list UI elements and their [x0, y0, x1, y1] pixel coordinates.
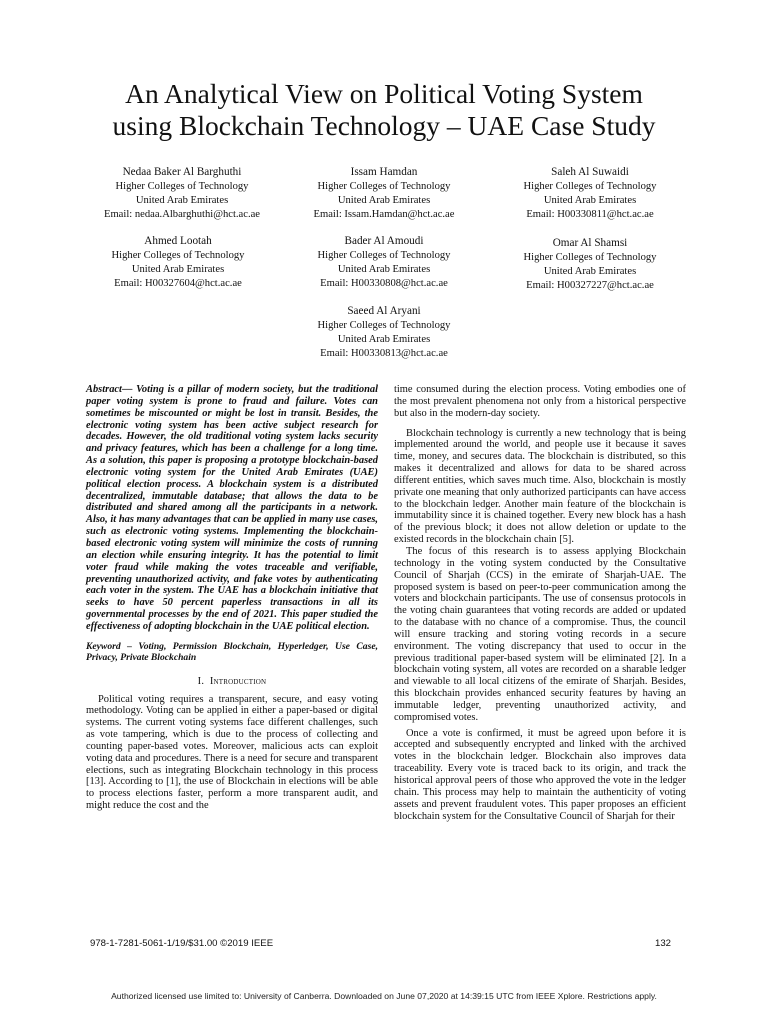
author-affiliation: Higher Colleges of Technology — [523, 252, 657, 263]
title-line-2: using Blockchain Technology – UAE Case Study — [112, 110, 656, 141]
author-name: Saleh Al Suwaidi — [551, 166, 629, 178]
author-email: Email: H00330808@hct.ac.ae — [320, 278, 448, 289]
keywords: Keyword – Voting, Permission Blockchain, Hyperledger, Use Case, Privacy, Private Blockchain — [86, 640, 378, 664]
author-email: Email: Issam.Hamdan@hct.ac.ae — [313, 209, 455, 220]
section-heading — [86, 676, 378, 688]
author-email: Email: H00327227@hct.ac.ae — [526, 280, 654, 291]
author-affiliation: Higher Colleges of Technology — [317, 250, 451, 261]
author-affiliation: Higher Colleges of Technology — [317, 320, 451, 331]
author-email: Email: H00330811@hct.ac.ae — [526, 209, 654, 220]
author-country: United Arab Emirates — [131, 264, 225, 275]
author-name: Issam Hamdan — [350, 166, 418, 178]
author-block — [58, 234, 298, 291]
paragraph: time consumed during the election process. Voting embodies one of the most prevalent phenomena not only from a historical perspective but also in the modern-day society. — [394, 384, 686, 419]
author-country: United Arab Emirates — [135, 195, 229, 206]
author-block — [470, 165, 710, 222]
author-email: Email: H00327604@hct.ac.ae — [114, 278, 242, 289]
right-column — [394, 384, 686, 822]
isbn-footer: 978-1-7281-5061-1/19/$31.00 ©2019 IEEE — [90, 938, 274, 949]
author-block — [470, 236, 710, 293]
author-country: United Arab Emirates — [337, 264, 431, 275]
author-name: Nedaa Baker Al Barghuthi — [122, 166, 242, 178]
paragraph: The focus of this research is to assess applying Blockchain technology in the voting system conducted by the Consultative Council of Sharjah (CCS) in the emirate of Sharjah-UAE. The proposed system is based on peer-to-peer communication among the voters and blockchain participants. The use of consensus protocols in the voting chain guarantees that voting records are added or updated to the database with no chance of a compromise. Thus, the council will ensure tracking and storing voting records in a secure environment. The voting discrepancy that used to occur in the previous traditional paper-based system will be eliminated [2]. In a blockchain voting system, all votes are recorded on a sharable ledger and viewable to all local citizens of the emirate of Sharjah. Besides, this blockchain provides enhanced security features by having an immutable ledger, preventing unauthorized activity, and compromised votes. — [394, 545, 686, 723]
section-title: Introduction — [209, 675, 267, 687]
section-number: I. — [197, 675, 205, 687]
author-email: Email: H00330813@hct.ac.ae — [320, 348, 448, 359]
author-country: United Arab Emirates — [337, 334, 431, 345]
author-email: Email: nedaa.Albarghuthi@hct.ac.ae — [103, 209, 261, 220]
author-country: United Arab Emirates — [543, 266, 637, 277]
author-country: United Arab Emirates — [543, 195, 637, 206]
author-affiliation: Higher Colleges of Technology — [115, 181, 249, 192]
title-line-1: An Analytical View on Political Voting System — [125, 78, 643, 109]
author-name: Bader Al Amoudi — [344, 235, 424, 247]
license-notice: Authorized licensed use limited to: University of Canberra. Downloaded on June 07,2020 at 14:39:15 UTC from IEEE Xplore. Restrictions apply. — [111, 991, 657, 1001]
paragraph: Once a vote is confirmed, it must be agreed upon before it is accepted and subsequently encrypted and linked with the archived votes in the blockchain ledger. Blockchain also improves data traceability. Every vote is traced back to its origin, and track the historical approval peers of those who approved the vote in the ledger chain. This process may help to maintain the authenticity of voting assets and prevent fraudulent votes. This paper proposes an efficient blockchain system for the Consultative Council of Sharjah for their — [394, 727, 686, 822]
author-name: Omar Al Shamsi — [552, 237, 628, 249]
author-name: Saeed Al Aryani — [347, 305, 421, 317]
page-number: 132 — [655, 938, 672, 949]
author-block — [264, 304, 504, 361]
left-column — [86, 384, 378, 812]
paragraph: Blockchain technology is currently a new technology that is being implemented around the world, and people use it because it saves time, money, and secures data. The blockchain is distributed, so this makes it decentralized and allows for data to be shared across different entities, which saves much time. Also, blockchain is mostly private one meaning that only authorized participants can have access to the blockchain ledger. Another main feature of the blockchain is immutability since it is chained together. Every new block has a hash of the previous block; it does not allow deletion or update to the existed records in the blockchain chain [5]. — [394, 427, 686, 546]
author-block — [264, 165, 504, 222]
author-country: United Arab Emirates — [337, 195, 431, 206]
author-affiliation: Higher Colleges of Technology — [523, 181, 657, 192]
author-affiliation: Higher Colleges of Technology — [111, 250, 245, 261]
paragraph: Political voting requires a transparent, secure, and easy voting methodology. Voting can be applied in either a paper-based or digital systems. The current voting systems face different challenges, such as vote tampering, which is due to the process of collecting and counting paper-based votes. Moreover, malicious acts can exploit voting data and procedures. There is a need for secure and transparent elections, such as integrating Blockchain technology in this process [13]. According to [1], the use of Blockchain in elections will be able to process elections faster, perform a more transparent audit, and might reduce the cost and the — [86, 693, 378, 812]
abstract: Abstract— Voting is a pillar of modern society, but the traditional paper voting system is prone to fraud and failure. Votes can sometimes be miscounted or might be lost in transit. Besides, the electronic voting system has been active subject research for decades. However, the old traditional voting system lacks security and privacy features, which has been a challenge for a long time. As a solution, this paper is proposing a prototype blockchain-based electronic voting system for the United Arab Emirates (UAE) political election process. A blockchain system is a distributed decentralized, immutable database; that allows the data to be distributed and shared among all the participants in a network. Also, it has many advantages that can be applied in many use cases, such as electronic voting systems. Implementing the blockchain-based electronic voting system will minimize the costs of running an election while ensuring integrity. It has the potential to limit voter fraud while making the votes traceable and verifiable, preventing unauthorized activity, and fake votes by authenticating each voter in the system. The UAE has a blockchain initiative that seeks to have 50 percent paperless transactions in all its governmental processes by the end of 2021. This paper studied the effectiveness of adopting blockchain in the UAE political election. — [86, 384, 378, 632]
author-block — [264, 234, 504, 291]
author-name: Ahmed Lootah — [144, 235, 212, 247]
paper-title — [40, 78, 728, 142]
author-affiliation: Higher Colleges of Technology — [317, 181, 451, 192]
